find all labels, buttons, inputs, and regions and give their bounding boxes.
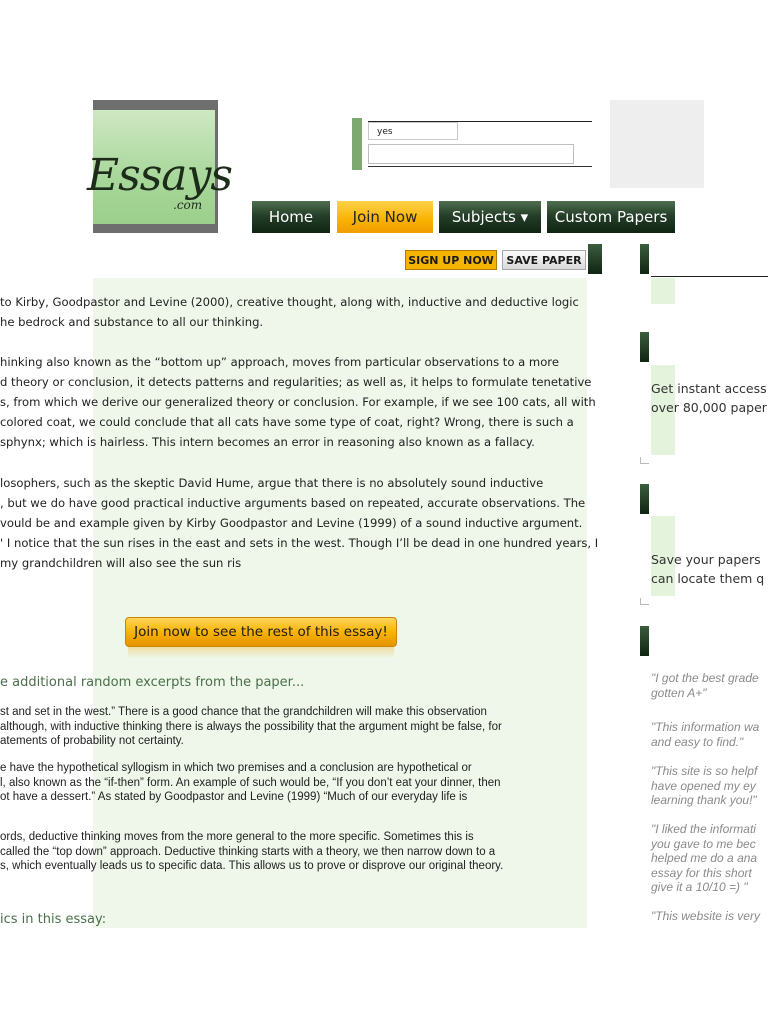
text-line: st and set in the west.” There is a good chance that the grandchildren will make this observation (0, 706, 487, 718)
topics-heading: ics in this essay: (0, 912, 107, 927)
ad-placeholder (610, 100, 704, 188)
text-line: to Kirby, Goodpastor and Levine (2000), creative thought, along with, inductive and deductive logic (0, 295, 579, 309)
text-line: ' I notice that the sun rises in the east and sets in the west. Though I’ll be dead in one hundred years, I (0, 536, 599, 550)
text-line: e have the hypothetical syllogism in which two premises and a conclusion are hypothetical or (0, 762, 472, 774)
text-line: s, which eventually leads us to specific data. This allows us to prove or disprove our original theory. (0, 860, 504, 872)
nav-join-now[interactable]: Join Now (337, 201, 433, 233)
text-line: hinking also known as the “bottom up” approach, moves from particular observations to a more (0, 355, 559, 369)
sidebar-accent (651, 278, 675, 304)
quote-line: learning thank you!" (651, 793, 757, 807)
sidebar-text: Get instant access (651, 381, 767, 396)
quote-line: you gave to me bec (651, 836, 756, 851)
quote-line: "This information wa (651, 720, 760, 734)
join-cta-button[interactable]: Join now to see the rest of this essay! (125, 617, 397, 647)
sidebar-tab (640, 332, 649, 362)
divider (651, 276, 768, 277)
quote-line: helped me do a ana (651, 851, 758, 865)
sidebar-tab (640, 484, 649, 514)
text-line: he bedrock and substance to all our thinking. (0, 315, 264, 329)
quote-line: and easy to find." (651, 734, 744, 749)
nav-subjects[interactable]: Subjects ▾ (439, 201, 541, 233)
text-line: sphynx; which is hairless. This intern becomes an error in reasoning also known as a fallacy. (0, 435, 535, 449)
search-input[interactable]: yes (368, 122, 458, 140)
save-paper-button[interactable]: SAVE PAPER (502, 250, 586, 270)
quote-line: have opened my ey (651, 778, 756, 793)
nav-home[interactable]: Home (252, 201, 330, 233)
nav-custom-papers[interactable]: Custom Papers (547, 201, 675, 233)
divider (368, 166, 592, 167)
quote-line: give it a 10/10 =) " (651, 880, 748, 894)
text-line: vould be and example given by Kirby Goodpastor and Levine (1999) of a sound inductive argument. (0, 516, 583, 530)
logo-domain: .com (173, 198, 203, 212)
quote-line: gotten A+" (651, 685, 707, 700)
sidebar-corner (640, 598, 649, 605)
quote-line: "I got the best grade (651, 671, 759, 685)
logo-text: Essays (87, 150, 232, 201)
text-line: s, from which we derive our generalized theory or conclusion. For example, if we see 100 cats, all with (0, 395, 596, 409)
text-line: ords, deductive thinking moves from the more general to the more specific. Sometimes this is (0, 831, 474, 843)
sidebar-tab (640, 244, 649, 274)
quote-line: "I liked the informati (651, 822, 756, 836)
site-logo[interactable] (87, 100, 232, 233)
quote-line: "This site is so helpf (651, 764, 758, 778)
sign-up-button[interactable]: SIGN UP NOW (405, 250, 497, 270)
text-line: l, also known as the “if-then” form. An example of such would be, “If you don’t eat your dinner, then (0, 776, 501, 789)
cta-reflection (128, 646, 394, 658)
sidebar-tab (640, 626, 649, 656)
text-line: atements of probability not certainty. (0, 735, 184, 747)
logo-badge (87, 110, 232, 224)
secondary-search-input[interactable] (368, 144, 574, 164)
sidebar-corner (640, 457, 649, 464)
sidebar-text: Save your papers (651, 552, 761, 567)
text-line: losophers, such as the skeptic David Hume, argue that there is no absolutely sound inductive (0, 476, 544, 490)
sidebar-text: can locate them q (651, 571, 765, 586)
quote-line: essay for this short (651, 865, 752, 880)
text-line: although, with inductive thinking there is always the possibility that the argument might be false, for (0, 720, 502, 733)
sidebar-text: over 80,000 paper (651, 400, 767, 415)
text-line: colored coat, we could conclude that all cats have some type of coat, right? Wrong, there is such a (0, 415, 574, 429)
text-line: ot have a dessert.” As stated by Goodpastor and Levine (1999) “Much of our everyday life is (0, 791, 468, 803)
text-line: called the “top down” approach. Deductive thinking starts with a theory, we then narrow down to a (0, 845, 496, 858)
text-line: , but we do have good practical inductive arguments based on repeated, accurate observations. The (0, 496, 586, 510)
excerpts-heading: e additional random excerpts from the paper... (0, 675, 305, 690)
text-line: my grandchildren will also see the sun ris (0, 556, 242, 570)
search-accent-bar (352, 118, 362, 170)
text-line: d theory or conclusion, it detects patterns and regularities; as well as, it helps to formulate tenetative (0, 375, 592, 389)
panel-tab (588, 244, 602, 274)
quote-line: "This website is very (651, 909, 760, 923)
